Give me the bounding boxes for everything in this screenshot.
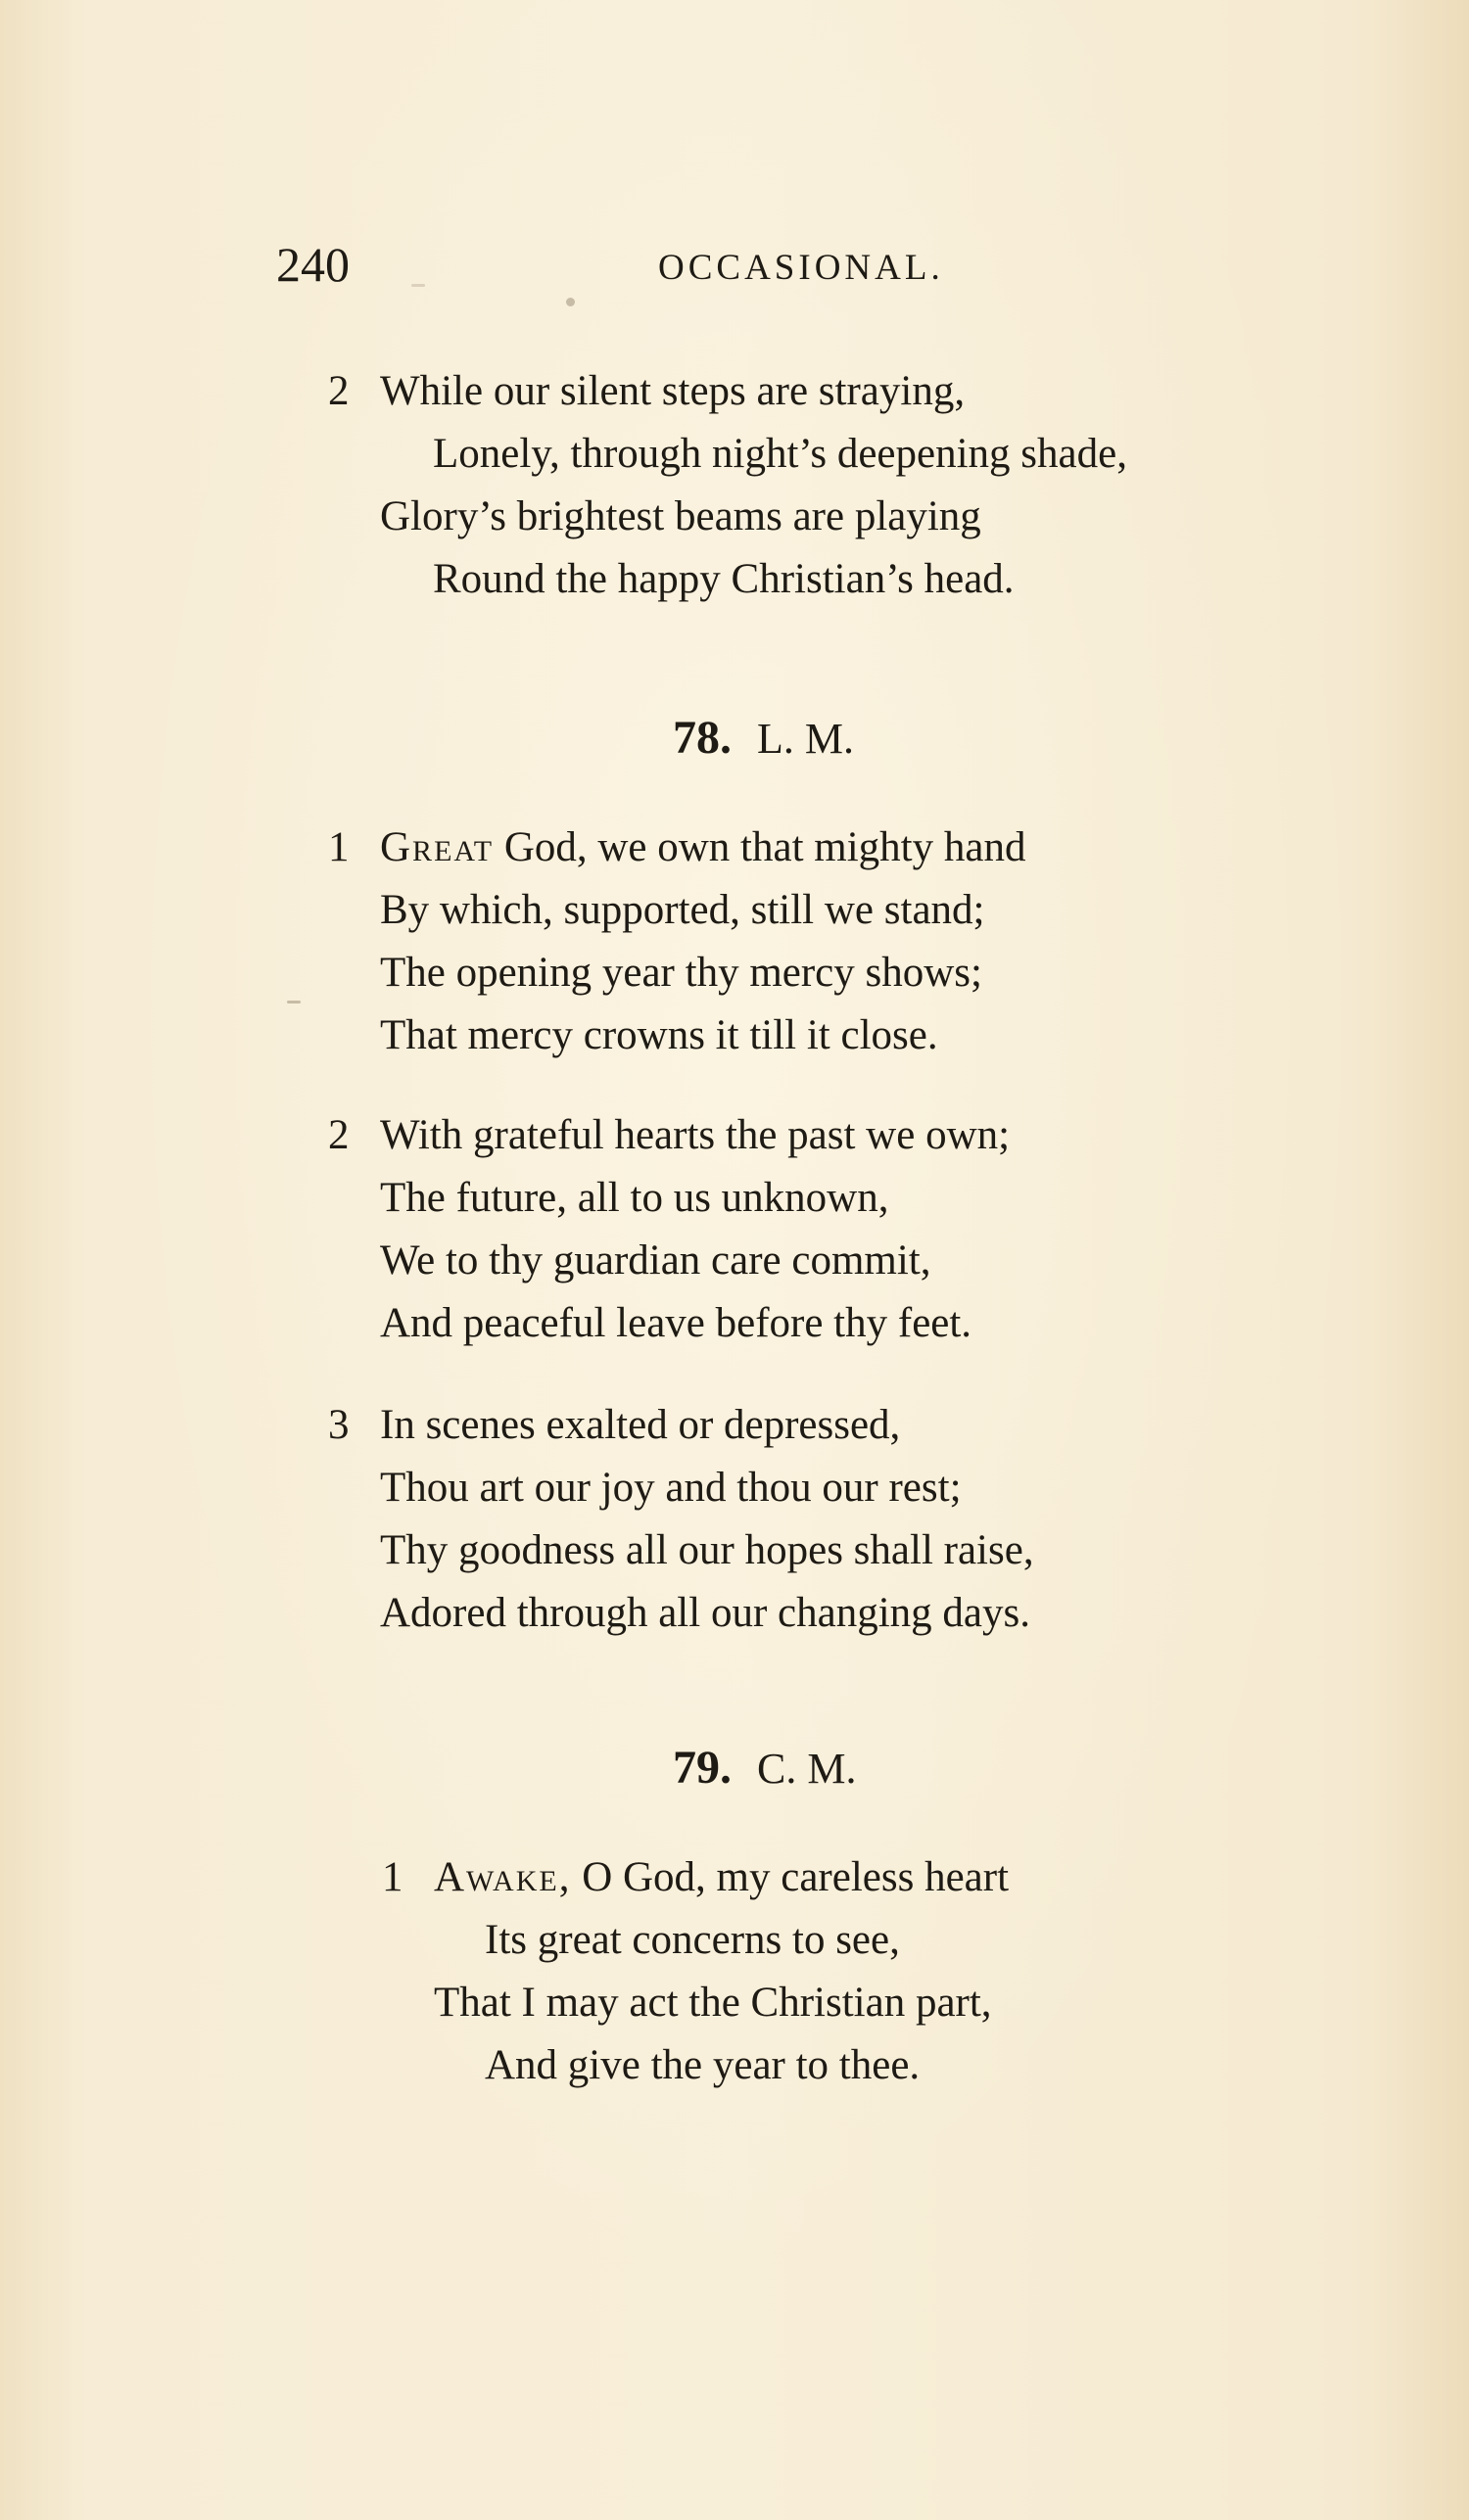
- verse-line: With grateful hearts the past we own;: [380, 1112, 1011, 1158]
- paper-speck: [411, 284, 425, 287]
- hymn-heading: [673, 1741, 856, 1797]
- verse-line: While our silent steps are straying,: [380, 368, 966, 414]
- verse-line: By which, supported, still we stand;: [380, 887, 985, 933]
- verse-line: Adored through all our changing days.: [380, 1590, 1030, 1636]
- verse-line: In scenes exalted or depressed,: [380, 1402, 901, 1448]
- verse-line-rest: O God, my careless heart: [571, 1854, 1010, 1900]
- verse-line: We to thy guardian care commit,: [380, 1237, 931, 1283]
- verse-line: Thou art our joy and thou our rest;: [380, 1465, 962, 1511]
- verse-line: Thy goodness all our hopes shall raise,: [380, 1527, 1034, 1573]
- hymn-heading: [673, 711, 854, 767]
- hymn-meter: L. M.: [757, 715, 854, 763]
- hymn-number: 79.: [673, 1742, 732, 1794]
- first-word: Great: [380, 824, 495, 870]
- verse-line: That I may act the Christian part,: [434, 1980, 992, 2026]
- verse-line: And give the year to thee.: [485, 2042, 921, 2088]
- verse-line: [434, 1850, 1009, 1905]
- verse-line: That mercy crowns it till it close.: [380, 1012, 938, 1058]
- verse-line: [380, 820, 1025, 875]
- paper-speck: [566, 298, 575, 306]
- verse-line-rest: God, we own that mighty hand: [494, 824, 1026, 870]
- stanza-number: 1: [382, 1854, 403, 1900]
- stanza-number: 2: [328, 1112, 350, 1158]
- verse-line: Lonely, through night’s deepening shade,: [433, 431, 1127, 477]
- paper-speck: [287, 1001, 301, 1003]
- first-word: Awake,: [434, 1854, 572, 1900]
- verse-line: The opening year thy mercy shows;: [380, 950, 982, 996]
- page-number: 240: [276, 237, 350, 292]
- stanza-number: 1: [328, 824, 350, 870]
- verse-line: And peaceful leave before thy feet.: [380, 1300, 972, 1346]
- verse-line: The future, all to us unknown,: [380, 1175, 889, 1221]
- hymn-meter: C. M.: [757, 1745, 857, 1793]
- verse-line: Its great concerns to see,: [485, 1917, 900, 1963]
- section-title: OCCASIONAL.: [658, 248, 944, 288]
- running-head: [276, 235, 1256, 303]
- verse-line: Round the happy Christian’s head.: [433, 556, 1015, 602]
- stanza-number: 3: [328, 1402, 350, 1448]
- hymn-number: 78.: [673, 712, 732, 764]
- verse-line: Glory’s brightest beams are playing: [380, 493, 981, 539]
- stanza-number: 2: [328, 368, 350, 414]
